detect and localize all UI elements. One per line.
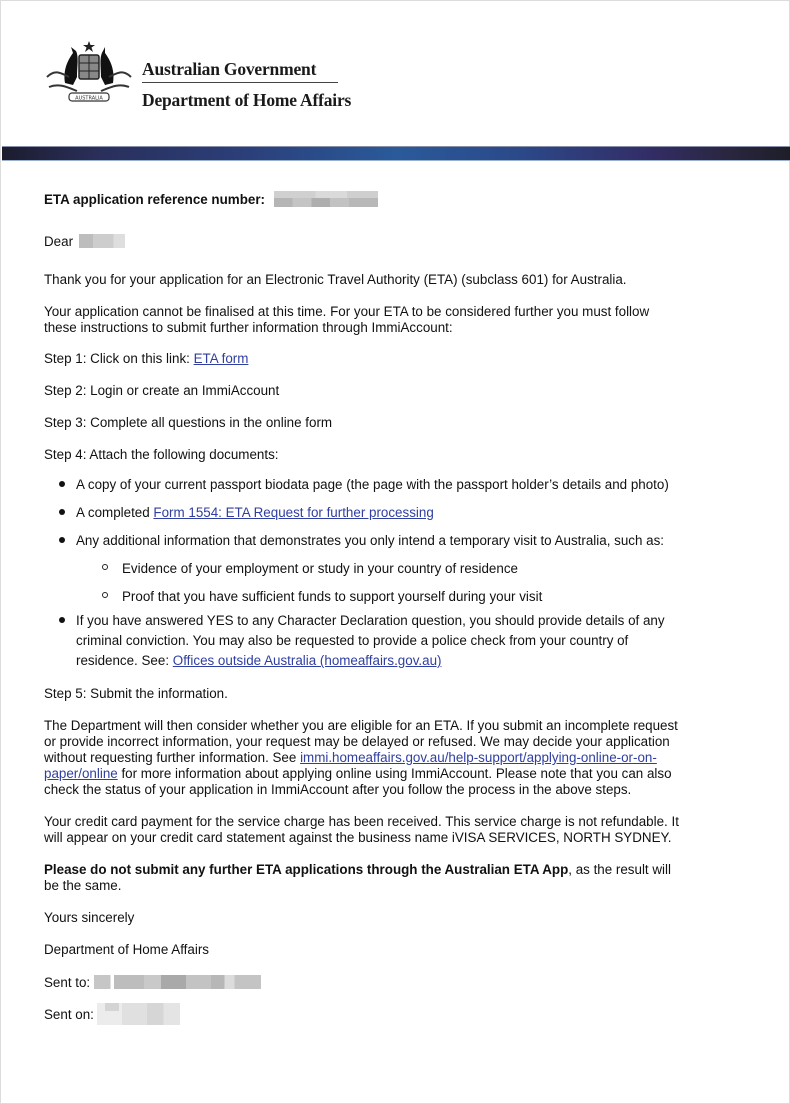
warning-line-1 (44, 862, 671, 878)
step-3: Step 3: Complete all questions in the online form (44, 415, 333, 430)
consider-line-2: or provide incorrect information, your request may be delayed or refused. We may decide your application (44, 734, 670, 749)
bullet-icon (59, 617, 65, 623)
instructions-line-1: Your application cannot be finalised at this time. For your ETA to be considered further you must follow (44, 304, 650, 319)
signature: Department of Home Affairs (44, 942, 209, 957)
hollow-bullet-icon (102, 592, 108, 598)
consider-line-1: The Department will then consider whether you are eligible for an ETA. If you submit an incomplete request (44, 718, 678, 733)
sent-to-label: Sent to: (44, 975, 91, 990)
coat-of-arms-icon (43, 39, 135, 109)
step-5: Step 5: Submit the information. (44, 686, 228, 701)
warning-line-2: be the same. (44, 878, 122, 893)
gov-title: Australian Government (142, 59, 317, 79)
bullet-icon (59, 509, 65, 515)
consider-line-3 (44, 750, 657, 766)
sent-on-redacted (97, 1003, 180, 1025)
intro-paragraph: Thank you for your application for an Electronic Travel Authority (ETA) (subclass 601) for Australia. (44, 272, 627, 287)
hollow-bullet-icon (102, 564, 108, 570)
help-support-link[interactable]: immi.homeaffairs.gov.au/help-support/applying-online-or-on- (300, 750, 657, 765)
svg-text:AUSTRALIA: AUSTRALIA (75, 95, 103, 102)
step-2: Step 2: Login or create an ImmiAccount (44, 383, 280, 398)
help-support-link-continued[interactable]: paper/online (44, 766, 118, 781)
document-item-passport: A copy of your current passport biodata page (the page with the passport holder’s details and photo) (76, 477, 669, 492)
warning-bold-text: Please do not submit any further ETA applications through the Australian ETA App (44, 862, 569, 877)
closing: Yours sincerely (44, 910, 135, 925)
document-item-form-1554 (76, 505, 434, 521)
consider-line-4 (44, 766, 672, 782)
sent-to-redacted (94, 975, 261, 989)
reference-label: ETA application reference number: (44, 192, 265, 207)
step-1-text: Step 1: Click on this link: (44, 351, 194, 366)
consider-line-5: check the status of your application in ImmiAccount after you follow the process in the above steps. (44, 782, 632, 797)
character-line-1: If you have answered YES to any Character Declaration question, you should provide details of any (76, 613, 665, 628)
sub-item-funds: Proof that you have sufficient funds to support yourself during your visit (122, 589, 543, 604)
bullet-icon (59, 481, 65, 487)
warning-rest-text: , as the result will (568, 862, 671, 877)
reference-number-redacted (274, 191, 378, 207)
payment-line-2: will appear on your credit card statement against the business name iVISA SERVICES, NORTH SYDNEY. (44, 830, 672, 845)
document-item-additional-info: Any additional information that demonstrates you only intend a temporary visit to Australia, such as: (76, 533, 665, 548)
header-band (2, 146, 790, 161)
character-line-2: criminal conviction. You may also be requested to provide a police check from your country of (76, 633, 629, 648)
salutation: Dear (44, 234, 74, 249)
document-item-form-prefix: A completed (76, 505, 154, 520)
department-title: Department of Home Affairs (142, 90, 352, 110)
character-line-3 (76, 653, 441, 669)
consider-line-4-text: for more information about applying online using ImmiAccount. Please note that you can also (117, 766, 672, 781)
instructions-line-2: these instructions to submit further information through ImmiAccount: (44, 320, 453, 335)
sent-on-label: Sent on: (44, 1007, 94, 1022)
sub-item-employment: Evidence of your employment or study in your country of residence (122, 561, 518, 576)
eta-form-link[interactable]: ETA form (193, 351, 249, 366)
step-1 (44, 351, 248, 367)
consider-line-3-text: without requesting further information. See (44, 750, 301, 765)
recipient-name-redacted (79, 234, 125, 248)
character-line-3-text: residence. See: (76, 653, 173, 668)
step-4: Step 4: Attach the following documents: (44, 447, 279, 462)
offices-outside-australia-link[interactable]: Offices outside Australia (homeaffairs.gov.au) (172, 653, 442, 668)
header-divider (142, 82, 338, 83)
form-1554-link[interactable]: Form 1554: ETA Request for further processing (153, 505, 434, 520)
payment-line-1: Your credit card payment for the service charge has been received. This service charge is not refundable. It (44, 814, 679, 829)
bullet-icon (59, 537, 65, 543)
